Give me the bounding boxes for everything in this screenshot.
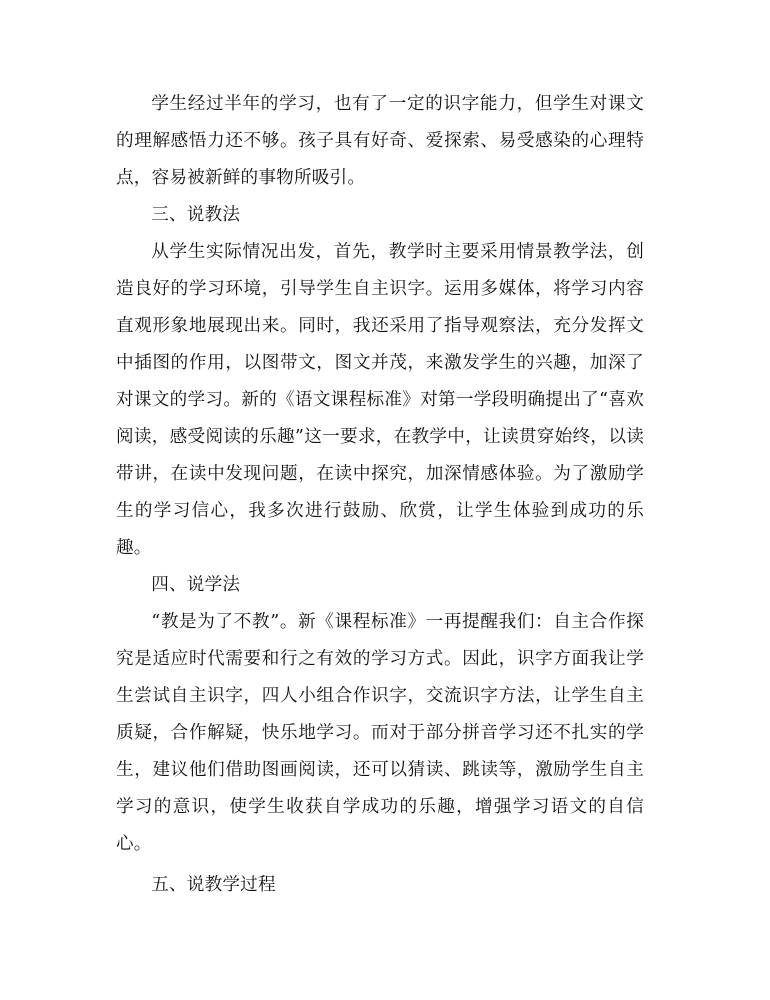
- paragraph-teaching-method: 从学生实际情况出发，首先，教学时主要采用情景教学法，创造良好的学习环境，引导学生自主识字。运用多媒体，将学习内容直观形象地展现出来。同时，我还采用了指导观察法，充分发挥文中插图的作用，以图带文，图文并茂，来激发学生的兴趣，加深了对课文的学习。新的《语文课程标准》对第一学段明确提出了“喜欢阅读，感受阅读的乐趣”这一要求，在教学中，让读贯穿始终，以读带讲，在读中发现问题，在读中探究，加深情感体验。为了激励学生的学习信心，我多次进行鼓励、欣赏，让学生体验到成功的乐趣。: [116, 242, 644, 558]
- heading-teaching-process: 五、说教学过程: [151, 875, 276, 895]
- heading-teaching-method: 三、说教法: [151, 205, 241, 225]
- heading-learning-method: 四、说学法: [151, 575, 241, 595]
- document-body: [116, 86, 644, 904]
- paragraph-student-analysis: 学生经过半年的学习，也有了一定的识字能力，但学生对课文的理解感悟力还不够。孩子具有好奇、爱探索、易受感染的心理特点，容易被新鲜的事物所吸引。: [116, 94, 644, 188]
- paragraph-learning-method: “教是为了不教”。新《课程标准》一再提醒我们：自主合作探究是适应时代需要和行之有效的学习方式。因此，识字方面我让学生尝试自主识字，四人小组合作识字，交流识字方法，让学生自主质疑，合作解疑，快乐地学习。而对于部分拼音学习还不扎实的学生，建议他们借助图画阅读，还可以猜读、跳读等，激励学生自主学习的意识，使学生收获自学成功的乐趣，增强学习语文的自信心。: [116, 612, 644, 854]
